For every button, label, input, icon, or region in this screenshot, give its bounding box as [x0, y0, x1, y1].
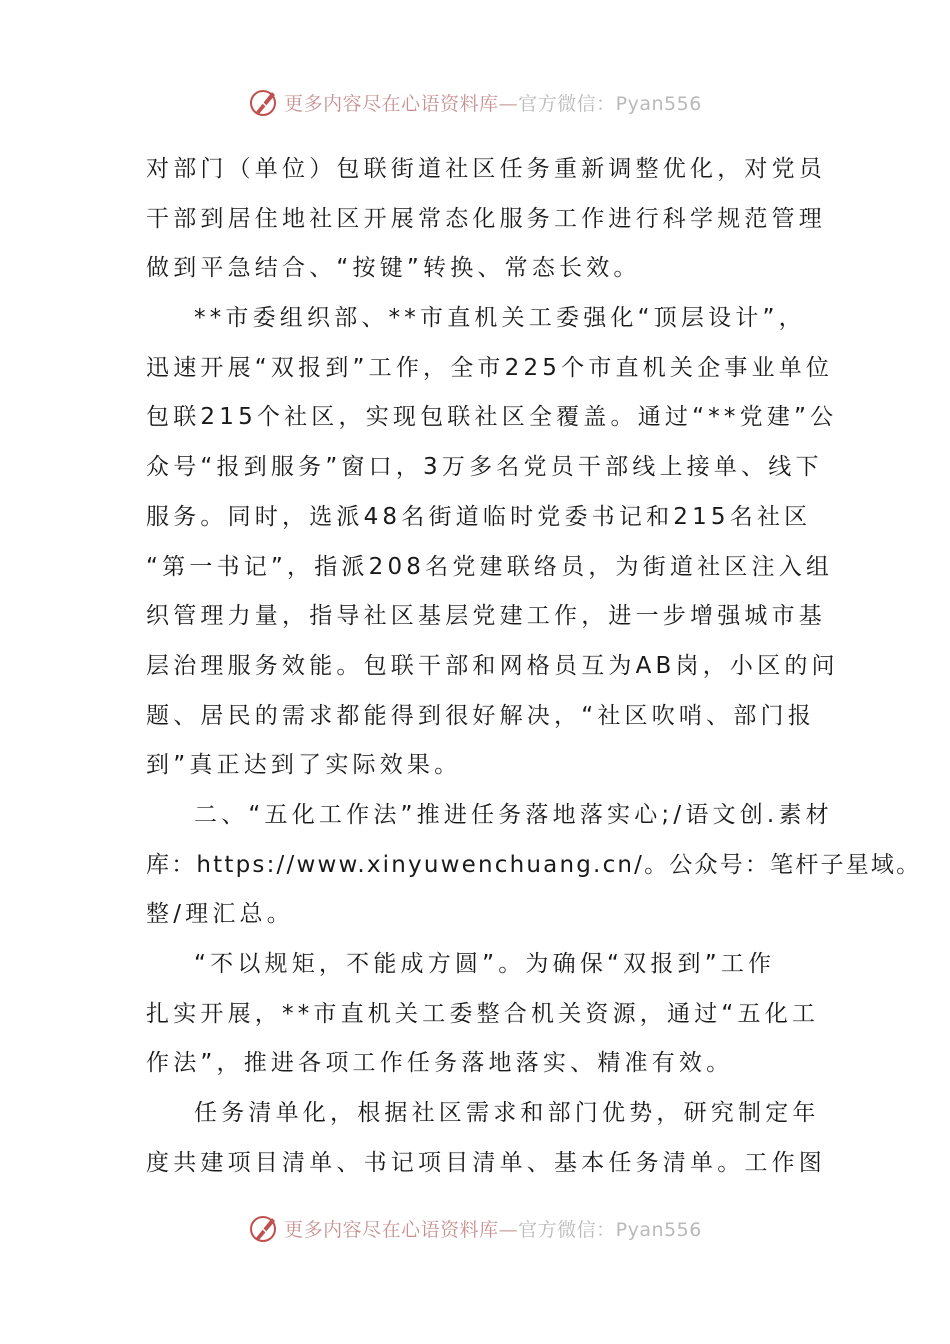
body-line: 任务清单化，根据社区需求和部门优势，研究制定年	[194, 1100, 820, 1127]
section-heading: 二、“五化工作法”推进任务落地落实心;/语文创.素材	[194, 801, 833, 828]
body-line: 众号“报到服务”窗口，3万多名党员干部线上接单、线下	[146, 454, 823, 481]
footer-separator: —	[498, 1218, 519, 1241]
footer-banner-text	[284, 1215, 702, 1242]
body-line: “不以规矩，不能成方圆”。为确保“双报到”工作	[194, 951, 776, 977]
body-line: 织管理力量，指导社区基层党建工作，进一步增强城市基	[146, 603, 826, 630]
body-line: 整/理汇总。	[146, 901, 294, 928]
footer-wechat: 官方微信：Pyan556	[518, 1218, 702, 1241]
body-line: 迅速开展“双报到”工作，全市225个市直机关企事业单位	[146, 354, 834, 381]
pen-circle-logo-icon	[248, 86, 280, 118]
footer-banner	[0, 1208, 950, 1248]
body-line: 干部到居住地社区开展常态化服务工作进行科学规范管理	[146, 205, 826, 232]
header-banner	[0, 82, 950, 122]
footer-brand: 更多内容尽在心语资料库	[284, 1218, 499, 1241]
body-line: 包联215个社区，实现包联社区全覆盖。通过“**党建”公	[146, 404, 838, 431]
body-line: 做到平急结合、“按键”转换、常态长效。	[146, 255, 641, 282]
body-line: 服务。同时，选派48名街道临时党委书记和215名社区	[146, 503, 812, 530]
body-line: **市委组织部、**市直机关工委强化“顶层设计”，	[194, 305, 806, 332]
body-line: 扎实开展，**市直机关工委整合机关资源，通过“五化工	[146, 1000, 820, 1027]
header-wechat: 官方微信：Pyan556	[518, 92, 702, 115]
body-line: 对部门（单位）包联街道社区任务重新调整优化，对党员	[146, 156, 826, 182]
body-line: 度共建项目清单、书记项目清单、基本任务清单。工作图	[146, 1149, 826, 1176]
body-line: 层治理服务效能。包联干部和网格员互为AB岗，小区的问	[146, 652, 839, 679]
pen-circle-logo-icon	[248, 1212, 280, 1244]
body-line: 库：https://www.xinyuwenchuang.cn/。公众号：笔杆子星域。	[146, 851, 922, 878]
header-brand: 更多内容尽在心语资料库	[284, 92, 499, 115]
header-separator: —	[498, 92, 519, 115]
body-line: 到”真正达到了实际效果。	[146, 752, 462, 779]
header-banner-text	[284, 89, 702, 116]
document-body	[146, 145, 922, 1188]
body-line: “第一书记”，指派208名党建联络员，为街道社区注入组	[146, 553, 834, 580]
body-line: 题、居民的需求都能得到很好解决，“社区吹哨、部门报	[146, 702, 815, 729]
body-line: 作法”，推进各项工作任务落地落实、精准有效。	[146, 1050, 734, 1077]
